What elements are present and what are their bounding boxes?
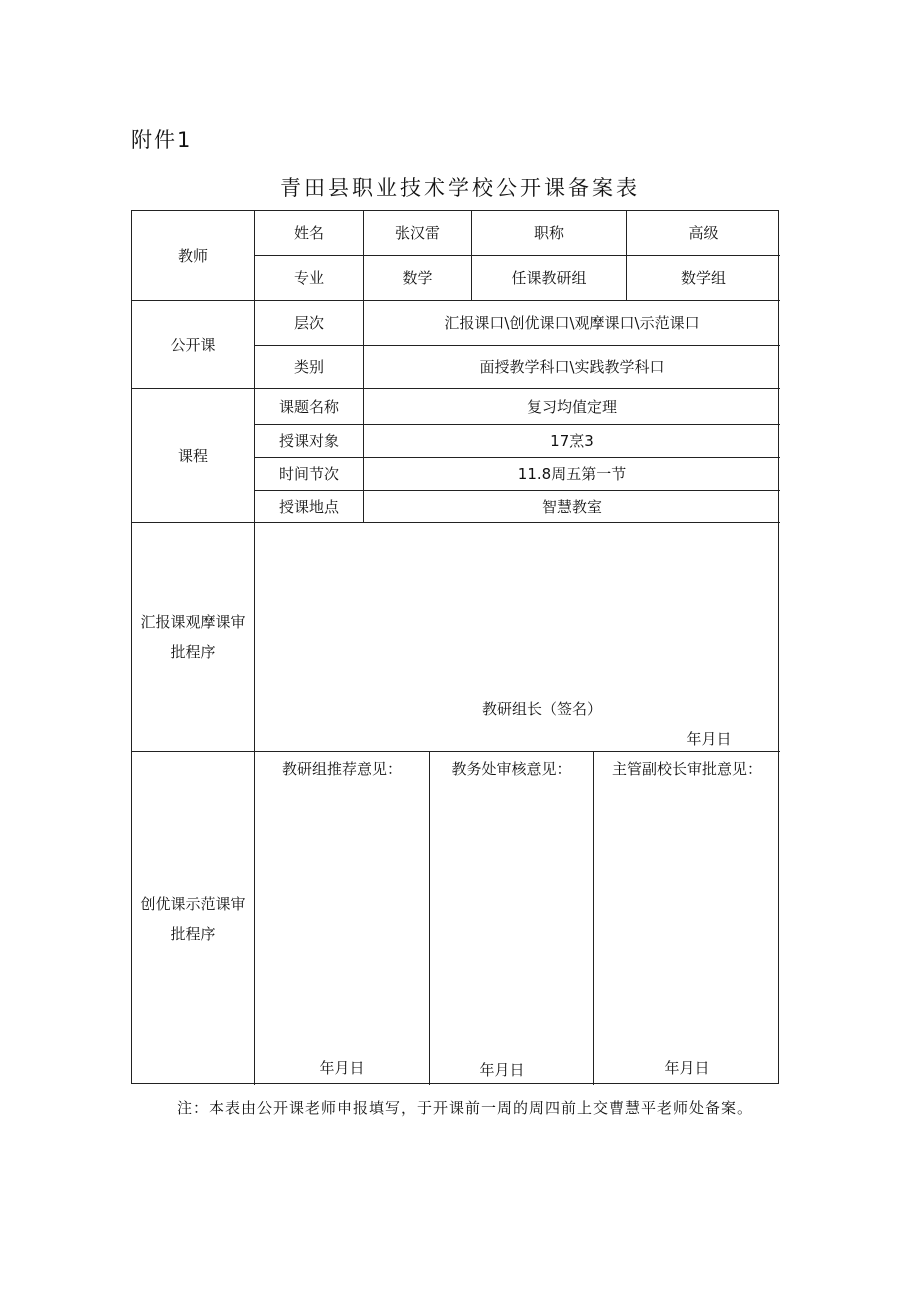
course-section-label: 课程 [177,446,208,465]
place-label: 授课地点 [278,497,339,516]
group-recommendation-label: 教研组推荐意见： [281,760,402,778]
report-date-label: 年月日 [686,730,732,748]
report-approval-section-label [132,523,254,751]
topic-value: 复习均值定理 [526,397,617,416]
review-date: 年月日 [479,1061,525,1079]
major-label: 专业 [293,269,324,287]
report-approval-label-line1: 汇报课观摩课审 [140,613,246,631]
type-label: 类别 [293,358,324,376]
recommendation-date: 年月日 [319,1059,365,1077]
vice-principal-approval-label: 主管副校长审批意见： [611,760,762,778]
grid-line [593,751,594,1085]
level-value: 汇报课口\创优课口\观摩课口\示范课口 [444,314,700,332]
audience-label: 授课对象 [278,432,339,450]
record-table [131,210,779,1084]
academic-review-label: 教务处审核意见： [451,760,572,778]
place-value: 智慧教室 [541,497,602,516]
excellent-approval-label-line2: 批程序 [170,924,216,943]
excellent-approval-label-line1: 创优课示范课审 [140,894,246,913]
type-value: 面授教学科口\实践教学科口 [479,358,665,376]
level-label: 层次 [293,314,324,332]
teacher-section-label: 教师 [177,246,208,265]
topic-label: 课题名称 [278,397,339,416]
title-value: 高级 [688,224,719,242]
approval-date: 年月日 [664,1059,710,1077]
name-label: 姓名 [293,224,324,242]
time-label: 时间节次 [278,465,339,483]
excellent-approval-section-label [132,752,254,1085]
major-value: 数学 [402,269,433,287]
title-label: 职称 [533,224,564,242]
attachment-label: 附件1 [131,128,193,152]
report-approval-label-line2: 批程序 [170,643,216,661]
footnote: 注：本表由公开课老师申报填写，于开课前一周的周四前上交曹慧平老师处备案。 [177,1099,754,1117]
group-value: 数学组 [680,269,726,287]
group-leader-signature: 教研组长（签名） [481,700,602,718]
open-class-section-label: 公开课 [170,335,216,354]
name-value: 张汉雷 [394,224,440,242]
grid-line [429,751,430,1085]
form-title: 青田县职业技术学校公开课备案表 [280,176,640,200]
audience-value: 17烹3 [550,432,594,450]
time-value: 11.8周五第一节 [517,465,627,483]
group-label: 任课教研组 [511,269,587,287]
